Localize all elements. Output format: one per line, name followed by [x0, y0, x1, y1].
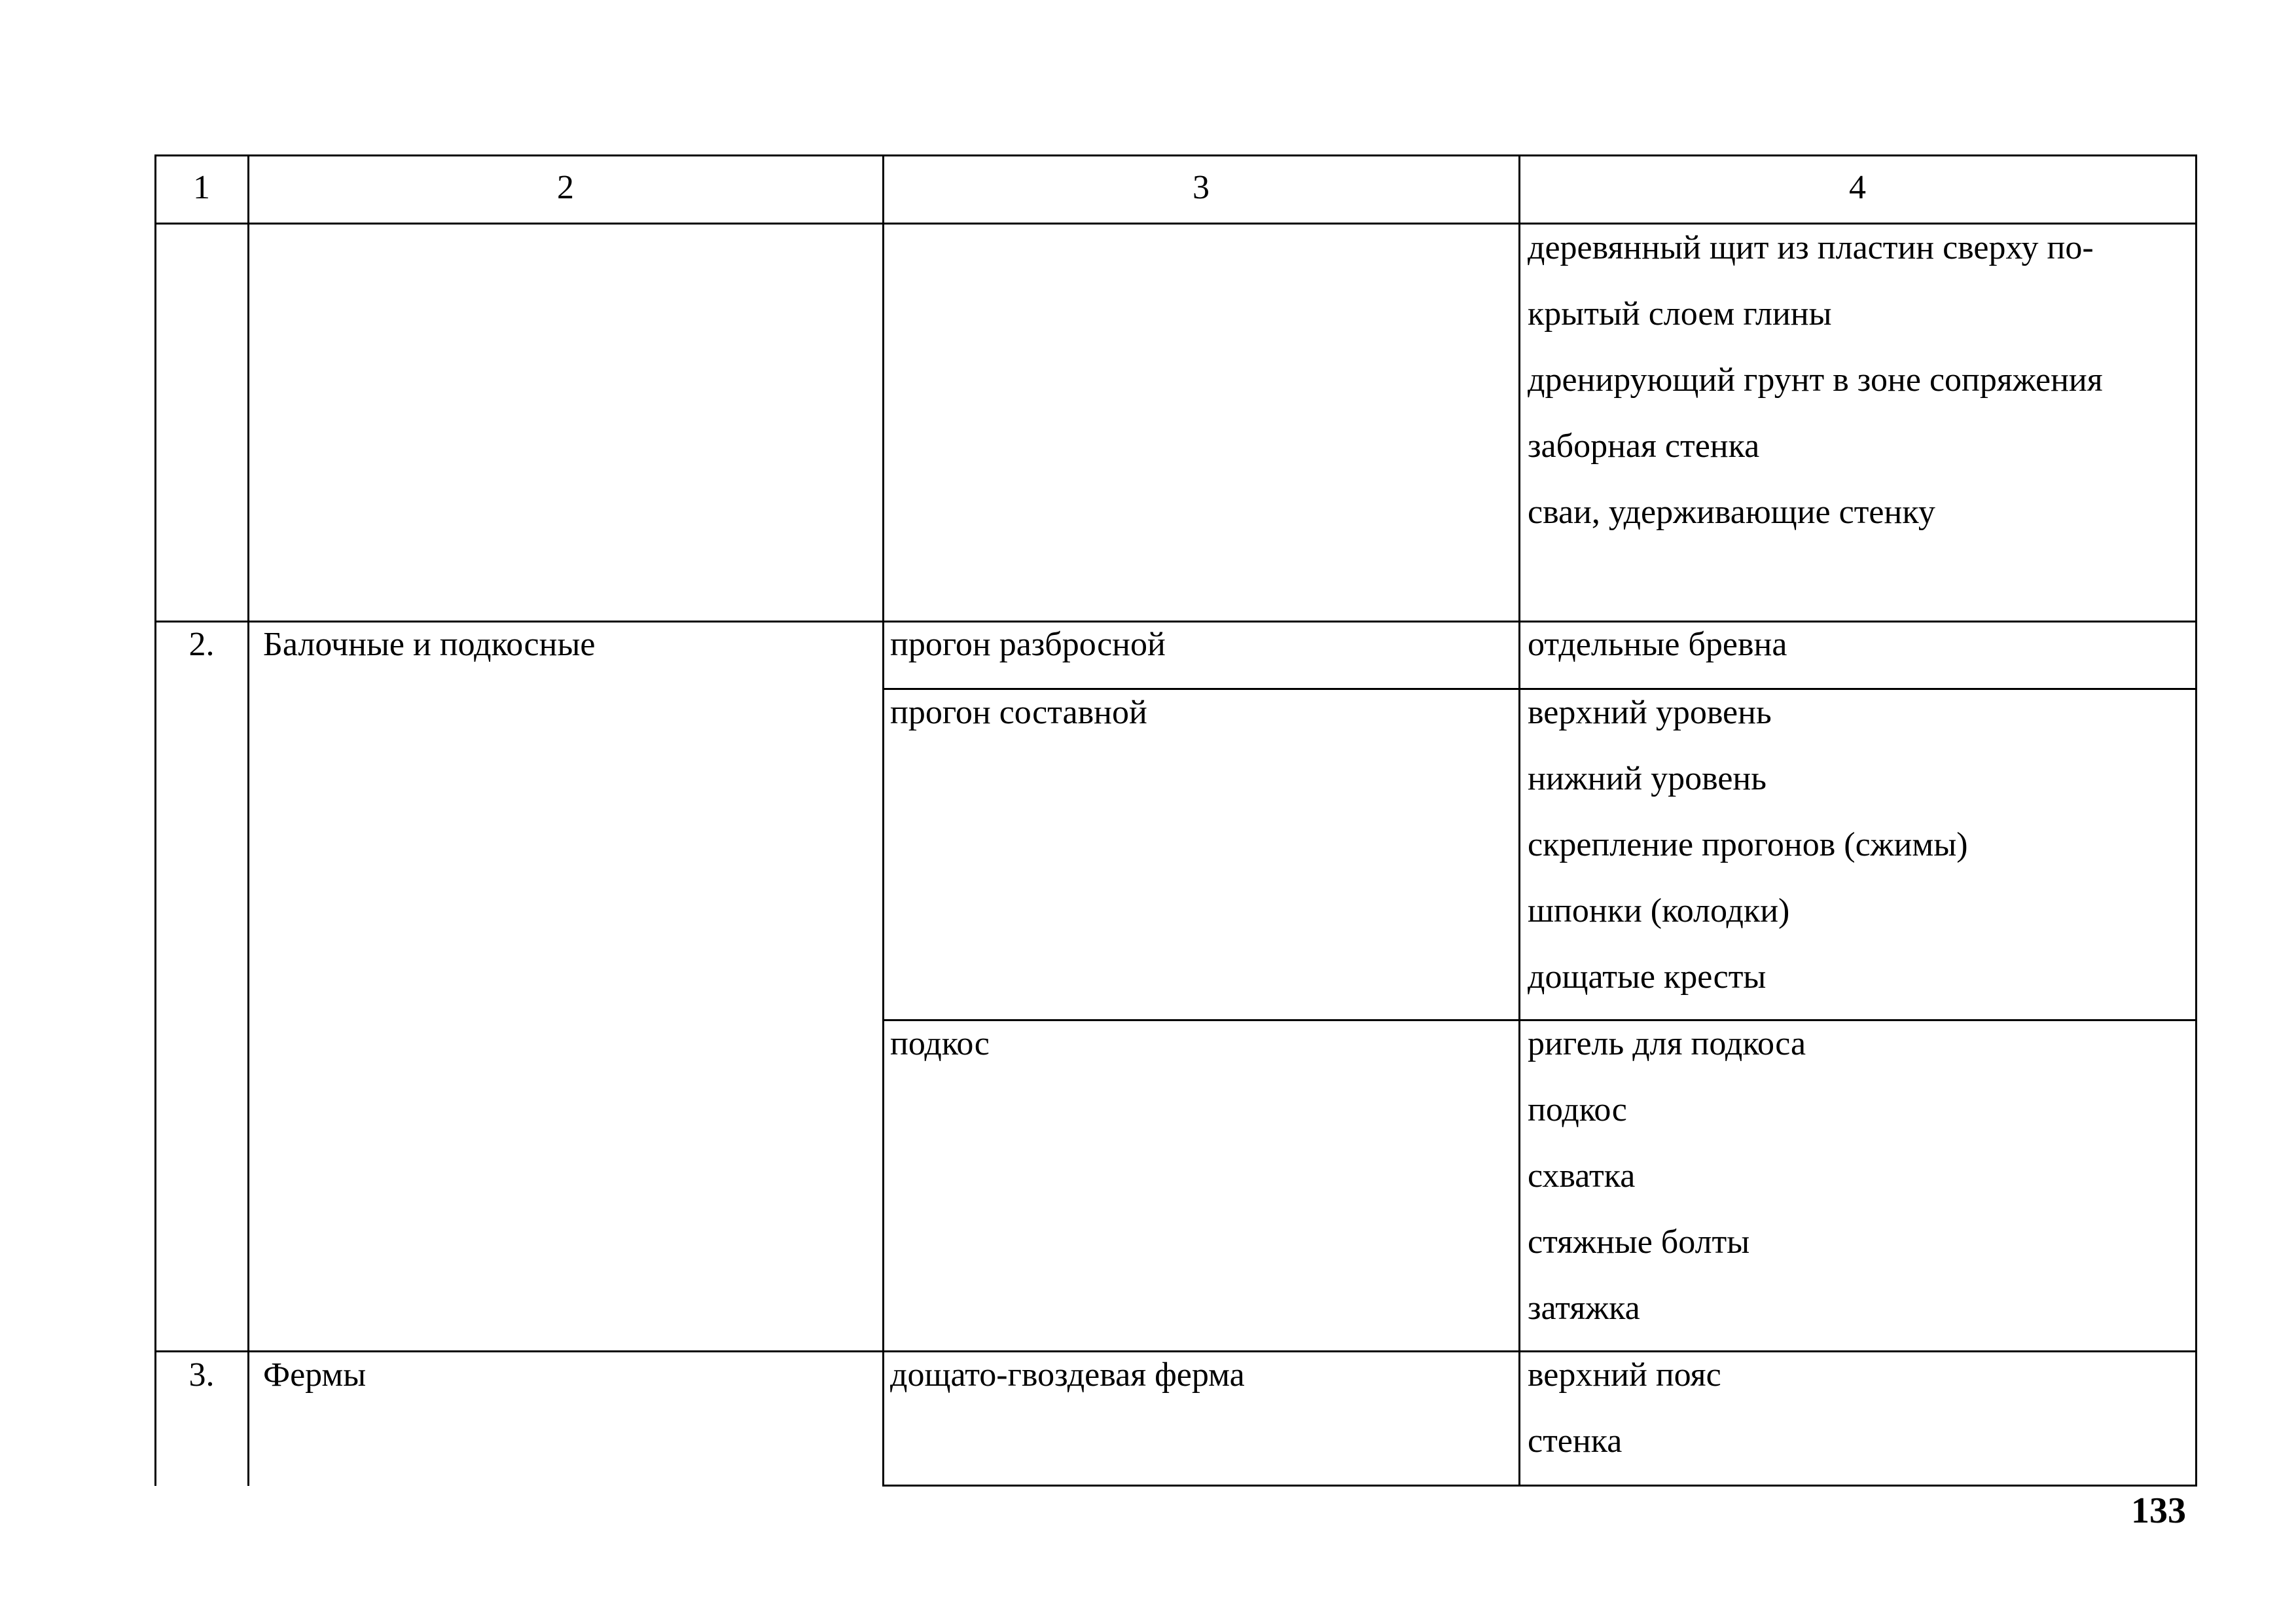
col-2-3-divider — [882, 154, 884, 1487]
row-3a-element: дощато-гвоздевая ферма — [890, 1356, 1245, 1394]
list-item: сваи, удерживающие стенку — [1528, 494, 1935, 531]
row-3-number: 3. — [188, 1356, 215, 1394]
list-item: затяжка — [1528, 1290, 1640, 1327]
header-col-4: 4 — [1849, 169, 1866, 206]
header-col-3: 3 — [1193, 169, 1210, 206]
list-item: шпонки (колодки) — [1528, 892, 1790, 929]
list-item: верхний пояс — [1528, 1356, 1721, 1394]
list-item: дощатые кресты — [1528, 958, 1767, 996]
list-item: схватка — [1528, 1157, 1636, 1195]
list-item: подкос — [1528, 1091, 1627, 1128]
row-3a-parts-cell — [1528, 1342, 1721, 1474]
header-col-2: 2 — [557, 169, 574, 206]
list-item: деревянный щит из пластин сверху по- — [1528, 229, 2094, 266]
row-1-parts-cell — [1528, 215, 2103, 545]
list-item: скрепление прогонов (сжимы) — [1528, 826, 1968, 863]
list-item: стяжные болты — [1528, 1223, 1750, 1261]
list-item: отдельные бревна — [1528, 626, 1787, 663]
subrow-3a-bottom-border — [882, 1485, 2197, 1487]
row-2a-parts-cell — [1528, 611, 1787, 677]
row-3-category: Фермы — [263, 1356, 367, 1394]
list-item: верхний уровень — [1528, 694, 1772, 731]
table-right-border — [2195, 154, 2197, 1487]
list-item: крытый слоем глины — [1528, 295, 1832, 333]
list-item: ригель для подкоса — [1528, 1025, 1806, 1062]
list-item: стенка — [1528, 1422, 1623, 1460]
row-2-category: Балочные и подкосные — [263, 626, 596, 663]
header-col-1: 1 — [193, 169, 210, 206]
page-number: 133 — [2131, 1490, 2186, 1531]
list-item: дренирующий грунт в зоне сопряжения — [1528, 361, 2103, 399]
row-2a-element: прогон разбросной — [890, 626, 1166, 663]
row-2c-element: подкос — [890, 1025, 990, 1062]
list-item: нижний уровень — [1528, 760, 1767, 797]
table-left-border — [154, 154, 156, 1486]
row-2c-parts-cell — [1528, 1011, 1806, 1341]
col-3-4-divider — [1518, 154, 1520, 1487]
row-2b-element: прогон составной — [890, 694, 1147, 731]
row-2-number: 2. — [188, 626, 215, 663]
col-1-2-divider — [247, 154, 249, 1486]
list-item: заборная стенка — [1528, 427, 1760, 465]
row-2b-parts-cell — [1528, 679, 1968, 1010]
